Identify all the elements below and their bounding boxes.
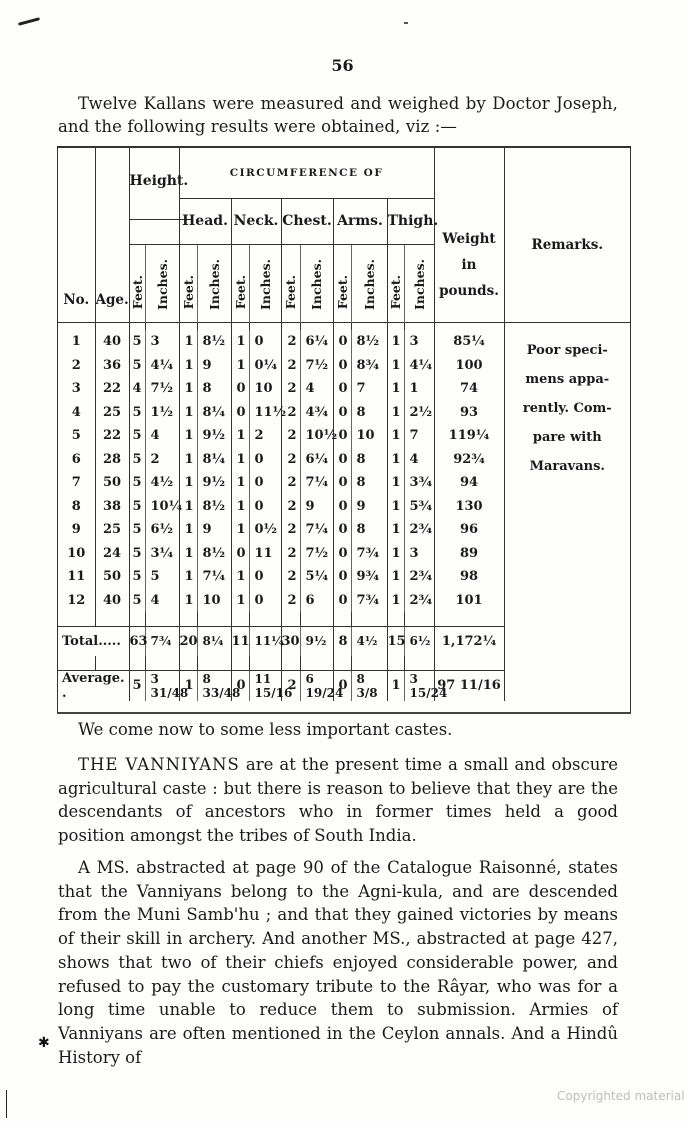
cell-head-inches: 8½ [197,330,231,354]
cell-neck-feet: 1 [231,354,249,378]
header-age: Age. [95,148,129,322]
cell-thigh-feet: 1 [387,589,404,613]
cell-age: 22 [95,377,129,401]
header-chest: Chest. [281,198,333,244]
cell-chest-feet: 2 [281,401,300,425]
cell-height-inches: 3 [145,330,179,354]
cell-age: 38 [95,495,129,519]
cell-height-inches: 4 [145,589,179,613]
cell-weight: 1,172¼ [434,626,504,656]
cell-chest-inches: 5¼ [300,565,333,589]
cell-neck-inches: 11 [249,542,281,566]
cell-neck-feet: 0 [231,670,249,701]
cell-height-inches: 1½ [145,401,179,425]
cell-chest-inches: 9½ [300,626,333,656]
cell-arms-feet: 0 [333,670,351,701]
cell-height-inches: 10¼ [145,495,179,519]
paragraph-less-important-castes: We come now to some less important castes. [78,720,453,739]
cell-height-inches: 4¼ [145,354,179,378]
cell-chest-inches: 7½ [300,542,333,566]
cell-weight: 92¾ [434,448,504,472]
cell-thigh-feet: 1 [387,565,404,589]
remarks-cell [504,330,630,612]
cell-weight: 100 [434,354,504,378]
cell-neck-inches: 10 [249,377,281,401]
cell-no: 3 [71,381,81,397]
cell-head-feet: 1 [179,670,197,701]
cell-thigh-inches: 6½ [404,626,434,656]
header-thigh-inches: Inches. [404,244,434,322]
remarks-empty [504,670,630,701]
cell-weight: 97 11/16 [434,670,504,701]
header-height-inches: Inches. [145,244,179,322]
header-arms: Arms. [333,198,387,244]
remarks-line: mens appa- [525,372,610,387]
cell-no: 1 [71,334,81,350]
cell-height-feet: 4 [129,377,145,401]
cell-chest-inches: 6 [300,589,333,613]
cell-arms-inches: 8 [351,518,387,542]
cell-arms-feet: 0 [333,542,351,566]
cell-arms-inches: 9 [351,495,387,519]
header-thigh: Thigh. [387,198,434,244]
cell-chest-feet: 2 [281,518,300,542]
cell-head-feet: 1 [179,542,197,566]
cell-arms-feet: 0 [333,495,351,519]
cell-neck-inches: 0¼ [249,354,281,378]
cell-age: 28 [95,448,129,472]
cell-arms-inches: 8 [351,471,387,495]
measurements-table [57,146,631,714]
header-weight: Weight in pounds. [434,148,504,322]
cell-neck-feet: 1 [231,518,249,542]
header-height: Height. [129,148,179,244]
cell-height-inches: 7½ [145,377,179,401]
cell-arms-feet: 0 [333,471,351,495]
cell-head-inches: 8½ [197,542,231,566]
cell-height-inches: 5 [145,565,179,589]
cell-height-feet: 5 [129,471,145,495]
cell-height-inches: 4 [145,424,179,448]
cell-arms-inches: 4½ [351,626,387,656]
cell-thigh-inches: 1 [404,377,434,401]
cell-thigh-inches: 4 [404,448,434,472]
margin-pen-stroke [18,17,40,26]
cell-chest-feet: 2 [281,354,300,378]
cell-thigh-feet: 1 [387,330,404,354]
cell-neck-feet: 0 [231,401,249,425]
cell-height-inches: 3¼ [145,542,179,566]
cell-thigh-feet: 1 [387,670,404,701]
cell-height-inches: 6½ [145,518,179,542]
cell-neck-inches: 0 [249,565,281,589]
page-number: 56 [331,56,354,75]
paragraph-ms-abstract: A MS. abstracted at page 90 of the Catalogue Raisonné, states that the Vanniyans belong to the Agni-kula, and are descended from the Muni Samb'hu ; and that they gained victories by means of their skill in archery. And another MS., abstracted at page 427, shows that two of their chiefs enjoyed considerable power, and refused to pay the customary tribute to the Râyar, who was for a long time unable to reduce them to submission. Armies of Vanniyans are often mentioned in the Ceylon annals. And a Hindû History of [58,858,618,1067]
cell-height-inches: 4½ [145,471,179,495]
cell-no: 12 [67,592,86,608]
cell-thigh-inches: 3 15/24 [404,670,434,701]
cell-thigh-inches: 2¾ [404,518,434,542]
cell-arms-feet: 8 [333,626,351,656]
measurements-table-grid [58,148,630,701]
cell-thigh-inches: 3 [404,330,434,354]
cell-height-inches: 2 [145,448,179,472]
header-remarks: Remarks. [504,148,630,322]
cell-arms-feet: 0 [333,401,351,425]
paragraph-vanniyans-intro [58,753,618,848]
cell-head-feet: 1 [179,377,197,401]
margin-line [6,1090,7,1118]
cell-neck-feet: 0 [231,377,249,401]
cell-thigh-feet: 1 [387,424,404,448]
cell-head-inches: 8 [197,377,231,401]
cell-head-feet: 1 [179,330,197,354]
cell-weight: 119¼ [434,424,504,448]
cell-no: 9 [71,522,81,538]
cell-neck-inches: 11¼ [249,626,281,656]
average-row [58,670,630,701]
cell-chest-feet: 2 [281,330,300,354]
header-head-feet: Feet. [179,244,197,322]
cell-head-inches: 8 33/48 [197,670,231,701]
cell-height-feet: 5 [129,424,145,448]
cell-height-feet: 5 [129,542,145,566]
cell-height-feet: 5 [129,448,145,472]
header-neck: Neck. [231,198,281,244]
cell-neck-inches: 11½ [249,401,281,425]
cell-no: 10 [67,545,86,561]
cell-chest-inches: 4 [300,377,333,401]
cell-weight: 89 [434,542,504,566]
cell-neck-feet: 11 [231,626,249,656]
cell-no: 6 [71,451,81,467]
cell-head-feet: 1 [179,424,197,448]
cell-no: 5 [71,428,81,444]
cell-weight: 98 [434,565,504,589]
cell-weight: 93 [434,401,504,425]
cell-arms-inches: 10 [351,424,387,448]
remarks-empty [504,626,630,656]
paragraph-text: are at the present time a small and obscure agricultural caste : but there is reason to believe that they are the descendants of ancestors who in former times held a good position amongst the tribes of South India. [58,755,619,846]
cell-thigh-inches: 5¾ [404,495,434,519]
cell-arms-inches: 8 [351,401,387,425]
cell-neck-feet: 0 [231,542,249,566]
cell-head-inches: 9½ [197,471,231,495]
cell-age: 24 [95,542,129,566]
cell-chest-feet: 2 [281,471,300,495]
cell-arms-inches: 7 [351,377,387,401]
cell-chest-feet: 2 [281,589,300,613]
cell-thigh-inches: 4¼ [404,354,434,378]
cell-chest-inches: 6 19/24 [300,670,333,701]
cell-chest-inches: 7¼ [300,518,333,542]
cell-arms-inches: 7¾ [351,542,387,566]
cell-chest-feet: 2 [281,424,300,448]
cell-head-inches: 8¼ [197,448,231,472]
cell-neck-feet: 1 [231,495,249,519]
table-row [58,330,630,354]
cell-arms-inches: 9¾ [351,565,387,589]
cell-height-feet: 5 [129,565,145,589]
cell-neck-inches: 0 [249,589,281,613]
cell-chest-inches: 9 [300,495,333,519]
cell-height-feet: 5 [129,495,145,519]
cell-head-inches: 9½ [197,424,231,448]
cell-height-feet: 5 [129,518,145,542]
cell-thigh-feet: 1 [387,495,404,519]
cell-arms-feet: 0 [333,377,351,401]
cell-chest-feet: 2 [281,565,300,589]
cell-head-feet: 20 [179,626,197,656]
cell-neck-feet: 1 [231,424,249,448]
cell-no: 2 [71,357,81,373]
cell-head-inches: 9 [197,518,231,542]
cell-thigh-feet: 1 [387,542,404,566]
ink-blot: ✱ [38,1035,50,1051]
header-arms-inches: Inches. [351,244,387,322]
cell-weight: 74 [434,377,504,401]
cell-neck-feet: 1 [231,471,249,495]
cell-arms-feet: 0 [333,424,351,448]
cell-weight: 130 [434,495,504,519]
cell-neck-inches: 11 15/16 [249,670,281,701]
cell-age: 40 [95,330,129,354]
header-head-inches: Inches. [197,244,231,322]
average-rule [58,656,630,670]
cell-chest-feet: 30 [281,626,300,656]
print-speck [404,22,408,24]
cell-chest-inches: 7½ [300,354,333,378]
cell-age: 40 [95,589,129,613]
cell-thigh-feet: 1 [387,518,404,542]
header-rule [58,322,630,330]
cell-neck-feet: 1 [231,448,249,472]
cell-age: 50 [95,471,129,495]
remarks-line: pare with [532,430,602,445]
cell-neck-feet: 1 [231,330,249,354]
cell-head-inches: 8¼ [197,626,231,656]
remarks-line: Maravans. [529,459,605,474]
cell-arms-feet: 0 [333,354,351,378]
cell-thigh-feet: 1 [387,471,404,495]
cell-age: 25 [95,401,129,425]
cell-height-feet: 63 [129,626,145,656]
total-rule [58,612,630,626]
cell-head-feet: 1 [179,565,197,589]
cell-age: 25 [95,518,129,542]
cell-neck-inches: 0½ [249,518,281,542]
cell-age: 50 [95,565,129,589]
cell-head-feet: 1 [179,354,197,378]
cell-no: 4 [71,404,81,420]
cell-weight: 96 [434,518,504,542]
cell-thigh-feet: 15 [387,626,404,656]
header-chest-inches: Inches. [300,244,333,322]
cell-arms-inches: 8 [351,448,387,472]
remarks-line: Poor speci- [526,343,608,358]
header-chest-feet: Feet. [281,244,300,322]
cell-chest-inches: 7¼ [300,471,333,495]
total-row [58,626,630,656]
header-arms-feet: Feet. [333,244,351,322]
header-circumference: CIRCUMFERENCE OF [179,148,434,198]
cell-neck-inches: 0 [249,448,281,472]
total-label: Total..... [62,633,121,649]
cell-head-feet: 1 [179,518,197,542]
average-label: Average. . [62,670,125,701]
caste-name: THE VANNIYANS [78,755,240,774]
cell-arms-inches: 7¾ [351,589,387,613]
cell-thigh-feet: 1 [387,377,404,401]
cell-neck-inches: 0 [249,471,281,495]
cell-chest-feet: 2 [281,542,300,566]
cell-arms-feet: 0 [333,565,351,589]
remarks-line: rently. Com- [522,401,612,416]
cell-thigh-feet: 1 [387,448,404,472]
cell-chest-inches: 10½ [300,424,333,448]
cell-thigh-feet: 1 [387,401,404,425]
cell-age: 22 [95,424,129,448]
cell-height-feet: 5 [129,401,145,425]
cell-arms-feet: 0 [333,518,351,542]
cell-chest-feet: 2 [281,495,300,519]
cell-age: 36 [95,354,129,378]
cell-head-feet: 1 [179,589,197,613]
cell-thigh-inches: 2½ [404,401,434,425]
cell-head-inches: 7¼ [197,565,231,589]
cell-head-feet: 1 [179,471,197,495]
cell-height-inches: 3 31/48 [145,670,179,701]
header-no: No. [63,291,90,308]
copyright-watermark: Copyrighted material [557,1089,685,1103]
cell-thigh-feet: 1 [387,354,404,378]
cell-neck-feet: 1 [231,565,249,589]
cell-head-feet: 1 [179,495,197,519]
cell-arms-inches: 8¾ [351,354,387,378]
header-height-feet: Feet. [129,244,145,322]
cell-weight: 85¼ [434,330,504,354]
cell-arms-inches: 8½ [351,330,387,354]
cell-head-inches: 8¼ [197,401,231,425]
intro-paragraph: Twelve Kallans were measured and weighed by Doctor Joseph, and the following results were obtained, viz :— [58,94,618,136]
cell-head-feet: 1 [179,448,197,472]
cell-neck-feet: 1 [231,589,249,613]
cell-weight: 101 [434,589,504,613]
cell-height-feet: 5 [129,670,145,701]
cell-chest-feet: 2 [281,448,300,472]
header-head: Head. [179,198,231,244]
cell-height-feet: 5 [129,330,145,354]
cell-thigh-inches: 3¾ [404,471,434,495]
cell-thigh-inches: 2¾ [404,589,434,613]
header-neck-inches: Inches. [249,244,281,322]
cell-chest-inches: 4¾ [300,401,333,425]
cell-head-inches: 10 [197,589,231,613]
cell-thigh-inches: 2¾ [404,565,434,589]
cell-chest-inches: 6¼ [300,330,333,354]
cell-no: 11 [67,569,86,585]
cell-no: 7 [71,475,81,491]
cell-no: 8 [71,498,81,514]
cell-weight: 94 [434,471,504,495]
cell-neck-inches: 0 [249,495,281,519]
cell-arms-feet: 0 [333,589,351,613]
cell-height-feet: 5 [129,589,145,613]
cell-head-feet: 1 [179,401,197,425]
header-thigh-feet: Feet. [387,244,404,322]
cell-thigh-inches: 7 [404,424,434,448]
cell-neck-inches: 2 [249,424,281,448]
cell-head-inches: 8½ [197,495,231,519]
header-neck-feet: Feet. [231,244,249,322]
cell-height-feet: 5 [129,354,145,378]
cell-height-inches: 7¾ [145,626,179,656]
cell-chest-feet: 2 [281,670,300,701]
cell-arms-inches: 8 3/8 [351,670,387,701]
cell-chest-feet: 2 [281,377,300,401]
cell-neck-inches: 0 [249,330,281,354]
cell-chest-inches: 6¼ [300,448,333,472]
cell-head-inches: 9 [197,354,231,378]
cell-thigh-inches: 3 [404,542,434,566]
cell-arms-feet: 0 [333,448,351,472]
cell-arms-feet: 0 [333,330,351,354]
